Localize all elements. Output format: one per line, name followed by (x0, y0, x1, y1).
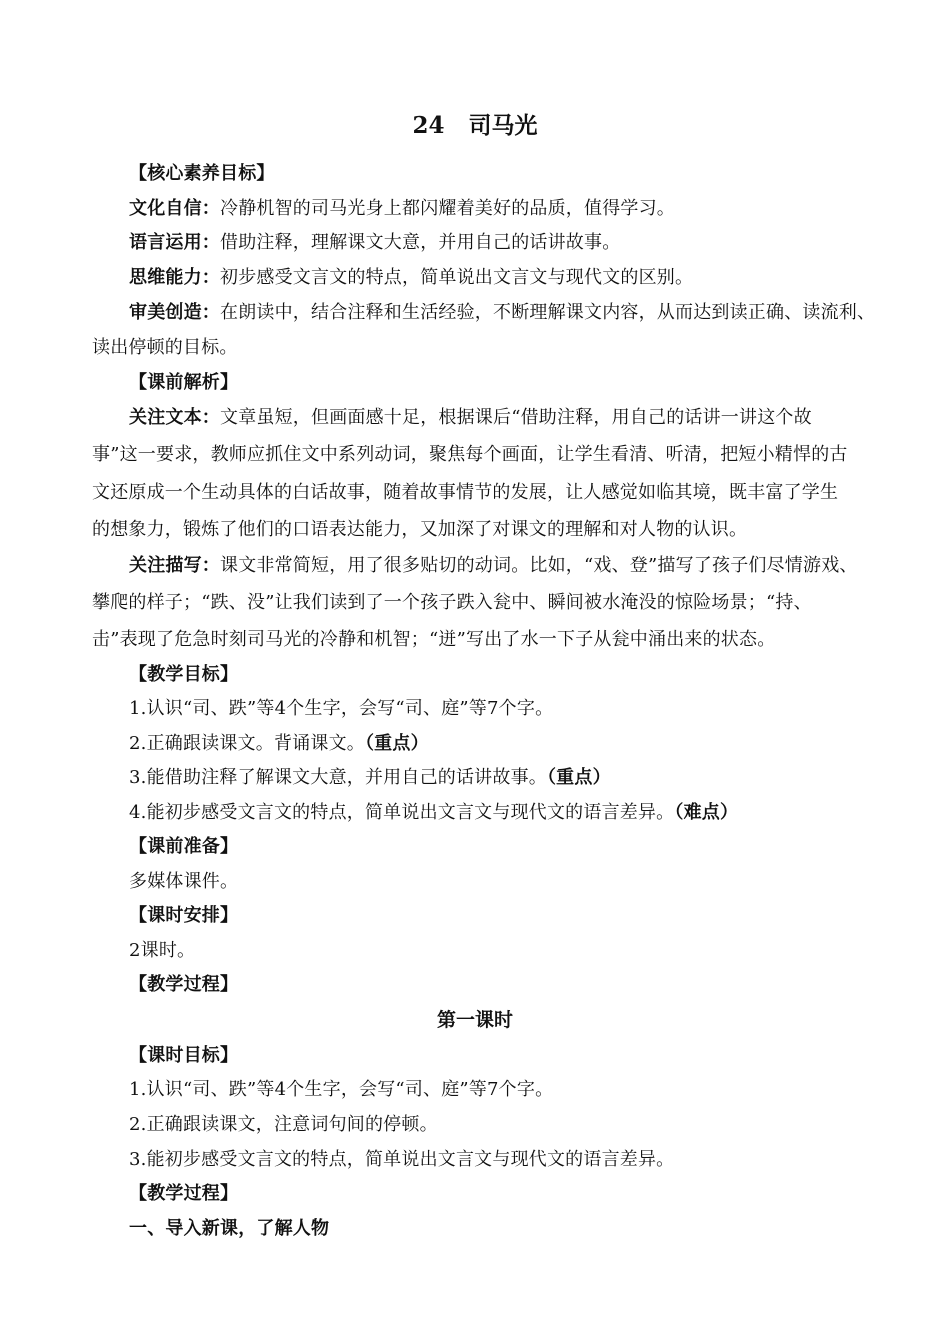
prep-text: 多媒体课件。 (129, 871, 239, 892)
analysis-text-2: 事”这一要求，教师应抓住文中系列动词，聚焦每个画面，让学生看清、听清，把短小精悍的古 (92, 444, 848, 465)
analysis-text-label: 关注文本： (129, 407, 220, 428)
lesson-name: 司马光 (468, 112, 538, 139)
section-heading-lesson-goals: 【课时目标】 (129, 1045, 239, 1066)
lesson-goal-item-3: 3.能初步感受文言文的特点，简单说出文言文与现代文的语言差异。 (129, 1149, 675, 1170)
analysis-desc-3: 击”表现了危急时刻司马光的冷静和机智；“迸”写出了水一下子从瓮中涌出来的状态。 (92, 629, 776, 650)
lesson-goal-item-2: 2.正确跟读课文，注意词句间的停顿。 (129, 1114, 438, 1135)
analysis-text-1: 文章虽短，但画面感十足，根据课后“借助注释，用自己的话讲一讲这个故 (220, 407, 812, 428)
section-heading-process: 【教学过程】 (129, 974, 239, 995)
analysis-text-line-1 (129, 401, 870, 435)
analysis-desc-line-1 (129, 549, 870, 583)
core-culture-line (129, 192, 870, 226)
goal-item-3 (129, 761, 870, 795)
section-heading-analysis: 【课前解析】 (129, 372, 239, 393)
section-heading-prep: 【课前准备】 (129, 836, 239, 857)
core-thinking-text: 初步感受文言文的特点，简单说出文言文与现代文的区别。 (220, 267, 694, 288)
core-thinking-line (129, 261, 870, 295)
goal-item-4 (129, 796, 870, 830)
section-heading-schedule: 【课时安排】 (129, 905, 239, 926)
core-aesthetic-line (129, 296, 876, 330)
core-culture-text: 冷静机智的司马光身上都闪耀着美好的品质，值得学习。 (220, 198, 675, 219)
goal-text: 1.认识“司、跌”等4个生字，会写“司、庭”等7个字。 (129, 698, 554, 719)
core-aesthetic-text-2: 读出停顿的目标。 (92, 337, 238, 358)
goal-tag: （重点） (364, 733, 429, 754)
goal-item-2 (129, 727, 870, 761)
goal-text: 3.能借助注释了解课文大意，并用自己的话讲故事。 (129, 767, 547, 788)
goal-text: 2.正确跟读课文。背诵课文。 (129, 733, 365, 754)
core-language-line (129, 226, 870, 260)
lesson1-title: 第一课时 (436, 1009, 513, 1031)
goal-item-1 (129, 692, 870, 726)
core-aesthetic-label: 审美创造： (129, 302, 220, 323)
schedule-text: 2课时。 (129, 940, 196, 961)
step-1-heading: 一、导入新课，了解人物 (129, 1218, 330, 1239)
section-heading-goals: 【教学目标】 (129, 664, 239, 685)
goal-text: 4.能初步感受文言文的特点，简单说出文言文与现代文的语言差异。 (129, 802, 675, 823)
goal-tag: （重点） (546, 767, 611, 788)
analysis-desc-2: 攀爬的样子；“跌、没”让我们读到了一个孩子跌入瓮中、瞬间被水淹没的惊险场景；“持、 (92, 592, 812, 613)
analysis-text-3: 文还原成一个生动具体的白话故事，随着故事情节的发展，让人感觉如临其境，既丰富了学生 (92, 482, 839, 503)
lesson-goal-item-1: 1.认识“司、跌”等4个生字，会写“司、庭”等7个字。 (129, 1079, 554, 1100)
analysis-desc-1: 课文非常简短，用了很多贴切的动词。比如，“戏、登”描写了孩子们尽情游戏、 (220, 555, 858, 576)
core-thinking-label: 思维能力： (129, 267, 220, 288)
lesson-title (0, 109, 950, 143)
analysis-text-4: 的想象力，锻炼了他们的口语表达能力，又加深了对课文的理解和对人物的认识。 (92, 519, 748, 540)
lesson-number: 24 (412, 112, 445, 139)
section-heading-process-2: 【教学过程】 (129, 1183, 239, 1204)
section-heading-core: 【核心素养目标】 (129, 163, 275, 184)
analysis-desc-label: 关注描写： (129, 555, 220, 576)
core-language-label: 语言运用： (129, 232, 220, 253)
core-language-text: 借助注释，理解课文大意，并用自己的话讲故事。 (220, 232, 621, 253)
core-aesthetic-text-1: 在朗读中，结合注释和生活经验，不断理解课文内容，从而达到读正确、读流利、 (220, 302, 876, 323)
core-culture-label: 文化自信： (129, 198, 220, 219)
goal-tag: （难点） (674, 802, 739, 823)
